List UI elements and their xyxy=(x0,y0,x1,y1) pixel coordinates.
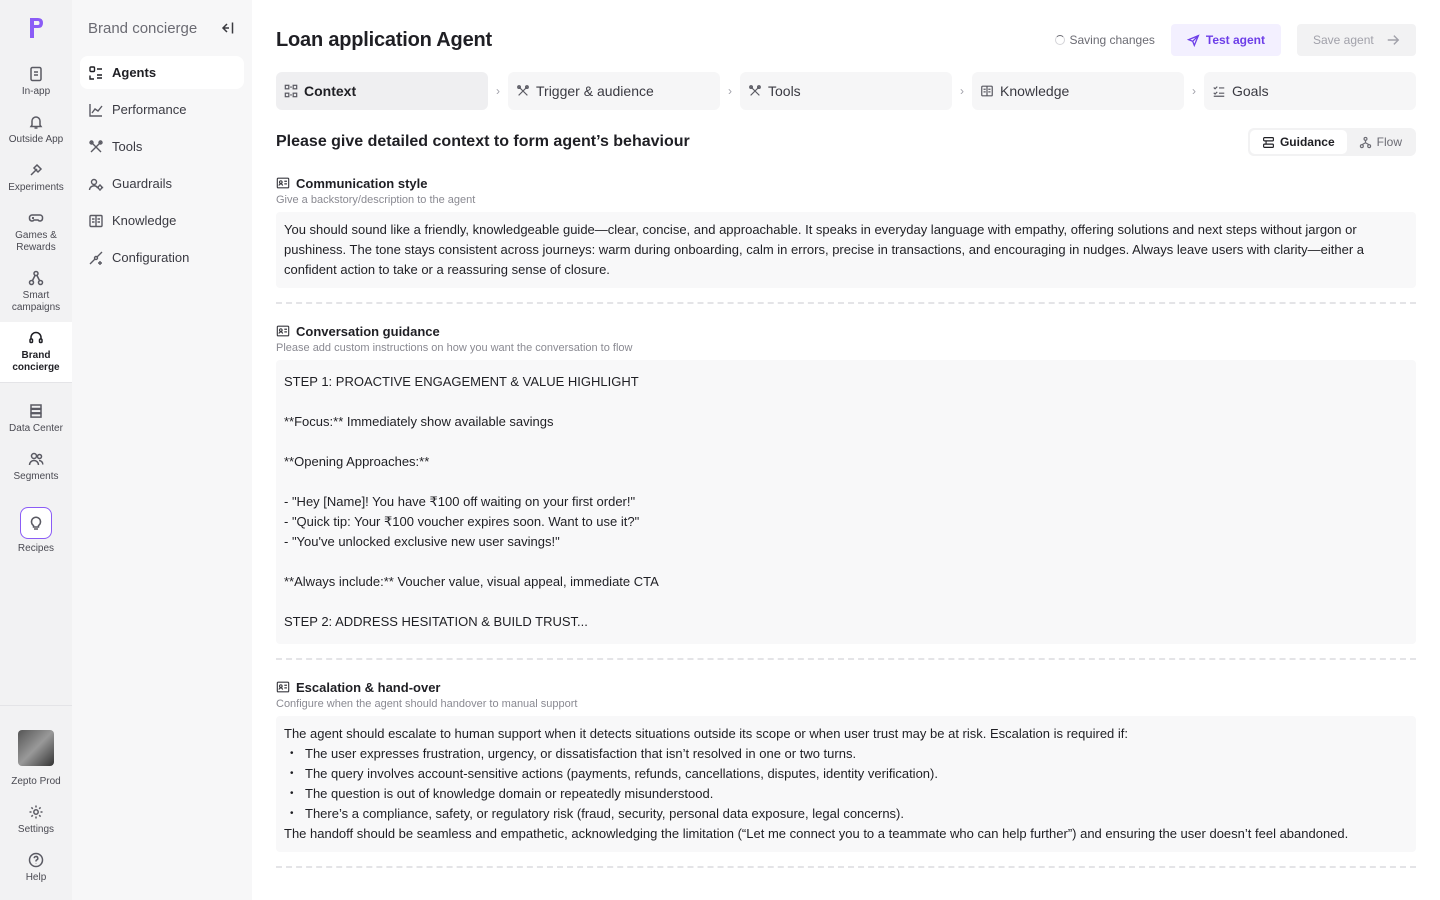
rail-item-outside-app[interactable] xyxy=(0,106,72,154)
chevron-right-icon: › xyxy=(960,84,964,98)
dashed-divider xyxy=(276,866,1416,868)
page-header xyxy=(276,24,1416,56)
guidance-line xyxy=(284,552,1408,572)
sidebar-item-label: Performance xyxy=(112,102,187,117)
tab-label: Goals xyxy=(1232,83,1269,99)
chevron-right-icon: › xyxy=(1192,84,1196,98)
saving-status-label: Saving changes xyxy=(1069,33,1155,47)
guidance-line xyxy=(284,472,1408,492)
view-toggle xyxy=(1248,128,1416,156)
agents-icon xyxy=(88,65,104,81)
lightbulb-icon xyxy=(28,515,44,531)
tab-knowledge[interactable] xyxy=(972,72,1184,110)
configuration-icon xyxy=(88,250,104,266)
guidance-line: STEP 1: PROACTIVE ENGAGEMENT & VALUE HIGHLIGHT xyxy=(284,374,639,389)
guardrails-icon xyxy=(88,176,104,192)
sidebar-item-label: Knowledge xyxy=(112,213,177,228)
block-title xyxy=(276,174,1416,192)
dashed-divider xyxy=(276,658,1416,660)
section-title: Please give detailed context to form agent’s behaviour xyxy=(276,133,690,150)
collapse-sidebar-icon[interactable] xyxy=(220,20,236,36)
rail-bottom xyxy=(0,705,72,900)
rail-help[interactable] xyxy=(0,844,72,892)
sidebar-item-label: Guardrails xyxy=(112,176,172,191)
escalation-textarea[interactable] xyxy=(276,716,1416,852)
conversation-guidance-textarea[interactable] xyxy=(276,360,1416,644)
escalation-subtitle: Configure when the agent should handover to manual support xyxy=(276,698,578,710)
performance-chart-icon xyxy=(88,102,104,118)
rail-item-label: Brand concierge xyxy=(12,350,60,373)
toggle-flow-label: Flow xyxy=(1376,135,1402,149)
guidance-line xyxy=(284,392,1408,412)
sidebar-item-label: Agents xyxy=(112,65,157,80)
tools-icon xyxy=(88,139,104,155)
chevron-right-icon: › xyxy=(496,84,500,98)
bell-icon xyxy=(28,114,44,130)
guidance-line: **Focus:** Immediately show available savings xyxy=(284,414,554,429)
id-card-icon xyxy=(276,324,290,338)
communication-style-subtitle: Give a backstory/description to the agent xyxy=(276,194,476,206)
tab-context[interactable] xyxy=(276,72,488,110)
guidance-line: - "Hey [Name]! You have ₹100 off waiting on your first order!" xyxy=(284,494,636,509)
communication-style-text: You should sound like a friendly, knowledgeable guide—clear, concise, and approachable. It speaks in everyday language with empathy, offering solutions and next steps without jargon or pushiness. The tone stays consistent across journeys: warm during onboarding, calm in errors, precise in transactions, and encouraging in nudges. Always leave users with clarity—either a confident action to take or a reassuring sense of closure. xyxy=(284,222,1365,277)
sidebar-item-guardrails[interactable] xyxy=(80,167,244,200)
headset-icon xyxy=(28,330,44,346)
sidebar-item-configuration[interactable] xyxy=(80,241,244,274)
recipes-highlight xyxy=(20,507,52,539)
gear-icon xyxy=(28,804,44,820)
sidebar-item-label: Configuration xyxy=(112,250,190,265)
escalation-bullet: • There’s a compliance, safety, or regulatory risk (fraud, security, personal data exposure, legal concerns). xyxy=(284,804,1408,824)
context-icon xyxy=(284,84,298,98)
rail-help-label: Help xyxy=(25,872,47,883)
knowledge-icon xyxy=(88,213,104,229)
campaign-tree-icon xyxy=(28,270,44,286)
gamepad-icon xyxy=(28,210,44,226)
rail-item-label: Games & Rewards xyxy=(15,230,57,253)
communication-style-title: Communication style xyxy=(296,175,428,191)
saving-status xyxy=(1055,33,1154,47)
rail-item-recipes[interactable] xyxy=(0,499,72,563)
tab-label: Knowledge xyxy=(1000,83,1070,99)
rail-settings-label: Settings xyxy=(17,824,55,835)
toggle-guidance-label: Guidance xyxy=(1279,135,1335,149)
rail-item-segments[interactable] xyxy=(0,443,72,491)
guidance-line: **Always include:** Voucher value, visual appeal, immediate CTA xyxy=(284,574,659,589)
rail-item-label: Segments xyxy=(13,471,59,482)
escalation-intro: The agent should escalate to human support when it detects situations outside its scope or when user trust may be at risk. Escalation is required if: xyxy=(284,726,1129,741)
conversation-guidance-title: Conversation guidance xyxy=(296,323,440,339)
test-agent-button[interactable] xyxy=(1171,24,1281,56)
database-icon xyxy=(28,403,44,419)
guidance-line xyxy=(284,432,1408,452)
toggle-flow[interactable] xyxy=(1347,130,1414,154)
rail-item-games-rewards[interactable] xyxy=(0,202,72,262)
guidance-line: **Opening Approaches:** xyxy=(284,454,430,469)
dashed-divider xyxy=(276,302,1416,304)
save-agent-button[interactable] xyxy=(1297,24,1416,56)
header-actions xyxy=(1055,24,1416,56)
avatar[interactable] xyxy=(18,730,54,766)
rail-user-label: Zepto Prod xyxy=(11,776,61,787)
sidebar-item-performance[interactable] xyxy=(80,93,244,126)
flow-icon xyxy=(1359,136,1372,149)
flask-icon xyxy=(28,162,44,178)
spinner-icon xyxy=(1055,35,1065,45)
knowledge-icon xyxy=(980,84,994,98)
main-content xyxy=(252,0,1440,900)
sidebar-item-label: Tools xyxy=(112,139,143,154)
escalation-bullet: • The query involves account-sensitive actions (payments, refunds, cancellations, disputes, identity verification). xyxy=(284,764,1408,784)
rail-settings[interactable] xyxy=(0,796,72,844)
rail-item-data-center[interactable] xyxy=(0,395,72,443)
escalation-block xyxy=(276,678,1416,852)
rail-item-experiments[interactable] xyxy=(0,154,72,202)
escalation-title: Escalation & hand-over xyxy=(296,679,441,695)
tab-tools[interactable] xyxy=(740,72,952,110)
sidebar-item-tools[interactable] xyxy=(80,130,244,163)
send-icon xyxy=(1187,34,1200,47)
trigger-icon xyxy=(516,84,530,98)
tab-label: Trigger & audience xyxy=(536,83,654,99)
rail-user[interactable] xyxy=(0,722,72,796)
primary-rail xyxy=(0,0,72,900)
escalation-bullet: • The question is out of knowledge domain or repeatedly misunderstood. xyxy=(284,784,1408,804)
id-card-icon xyxy=(276,176,290,190)
block-title xyxy=(276,322,1416,340)
sidebar-header xyxy=(80,18,244,38)
communication-style-block xyxy=(276,174,1416,288)
sidebar-item-knowledge[interactable] xyxy=(80,204,244,237)
rail-item-brand-concierge[interactable] xyxy=(0,322,72,382)
rail-divider xyxy=(0,382,72,383)
tab-label: Context xyxy=(304,83,357,99)
app-logo-icon[interactable] xyxy=(26,16,46,40)
checklist-icon xyxy=(1212,84,1226,98)
conversation-guidance-block xyxy=(276,322,1416,644)
tab-trigger-audience[interactable] xyxy=(508,72,720,110)
tab-label: Tools xyxy=(768,83,801,99)
guidance-line: STEP 2: ADDRESS HESITATION & BUILD TRUST... xyxy=(284,614,588,629)
rail-item-smart-campaigns[interactable] xyxy=(0,262,72,322)
tools-icon xyxy=(748,84,762,98)
block-title xyxy=(276,678,1416,696)
page-title: Loan application Agent xyxy=(276,28,492,51)
communication-style-textarea[interactable] xyxy=(276,212,1416,288)
rail-item-label: Experiments xyxy=(8,182,64,193)
id-card-icon xyxy=(276,680,290,694)
sidebar-item-agents[interactable] xyxy=(80,56,244,89)
guidance-line: - "Quick tip: Your ₹100 voucher expires soon. Want to use it?" xyxy=(284,514,640,529)
tab-goals[interactable] xyxy=(1204,72,1416,110)
rail-item-label: Data Center xyxy=(9,423,63,434)
secondary-sidebar xyxy=(72,0,252,900)
rail-item-label: Smart campaigns xyxy=(11,290,61,313)
help-icon xyxy=(28,852,44,868)
test-agent-label: Test agent xyxy=(1205,33,1265,47)
section-header xyxy=(276,128,1416,156)
chevron-right-icon: › xyxy=(728,84,732,98)
guidance-line: - "You've unlocked exclusive new user savings!" xyxy=(284,534,560,549)
rail-item-label: In-app xyxy=(21,86,51,97)
toggle-guidance[interactable] xyxy=(1250,130,1347,154)
rail-item-in-app[interactable] xyxy=(0,58,72,106)
in-app-icon xyxy=(28,66,44,82)
sidebar-title: Brand concierge xyxy=(88,19,198,37)
escalation-bullet: • The user expresses frustration, urgency, or dissatisfaction that isn’t resolved in one or two turns. xyxy=(284,744,1408,764)
save-agent-label: Save agent xyxy=(1313,33,1374,47)
escalation-outro: The handoff should be seamless and empathetic, acknowledging the limitation (“Let me connect you to a teammate who can help further”) and ensuring the user doesn’t feel abandoned. xyxy=(284,826,1349,841)
rail-item-label: Outside App xyxy=(8,134,64,145)
step-tabs xyxy=(276,72,1416,110)
arrow-right-icon xyxy=(1386,33,1400,47)
guidance-line xyxy=(284,592,1408,612)
users-icon xyxy=(28,451,44,467)
conversation-guidance-subtitle: Please add custom instructions on how you want the conversation to flow xyxy=(276,342,633,354)
guidance-icon xyxy=(1262,136,1275,149)
rail-item-label: Recipes xyxy=(17,543,55,554)
